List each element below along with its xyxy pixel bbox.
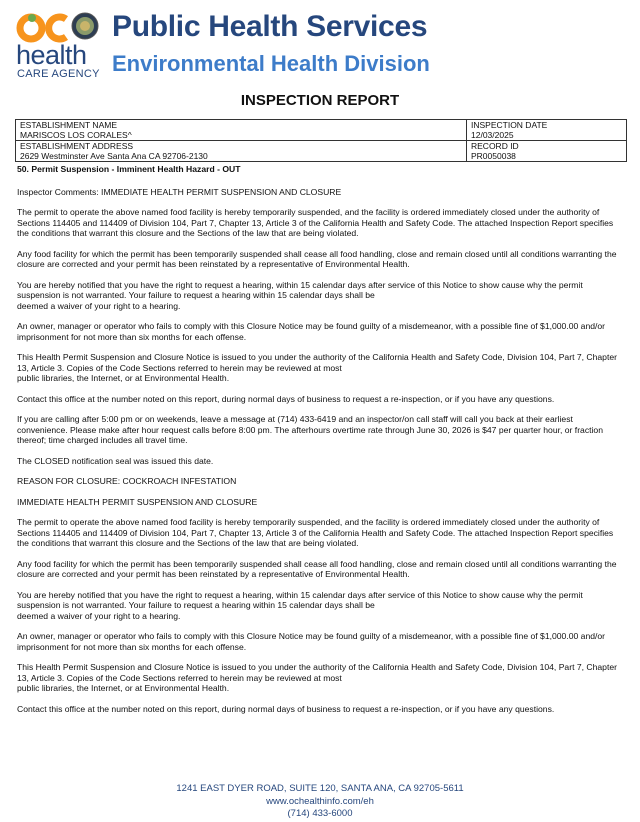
footer-website: www.ochealthinfo.com/eh <box>266 795 374 807</box>
body-paragraph: An owner, manager or operator who fails to comply with this Closure Notice may be found guilty of a misdemeanor, with a possible fine of $1,000.00 and/or imprisonment for not more than six months for each offense. <box>17 631 606 652</box>
body-paragraph: Any food facility for which the permit has been temporarily suspended shall cease all food handling, close and remain closed until all conditions warranting the closure are corrected and your permit has been reinstated by a representative of Environmental Health. <box>17 558 617 579</box>
body-paragraph: You are hereby notified that you have the right to request a hearing, within 15 calendar days after service of this Notice to show cause why the permit suspension is not warranted. Your failure to request a hearing within 15 calendar days shall be deemed a waiver of your right to a hearing. <box>17 589 583 621</box>
establishment-name-label: ESTABLISHMENT NAME <box>20 120 117 130</box>
body-paragraph: The permit to operate the above named food facility is hereby temporarily suspended, and the facility is ordered immediately closed under the authority of Sections 114405 and 114409 of Division 104, Part 7, Chapter 13, Article 3 of the California Health and Safety Code. The attached Inspection Report specifies the conditions that warrant this closure and the Sections of the law that are being violated. <box>17 517 614 548</box>
record-id-label: RECORD ID <box>471 141 519 151</box>
violation-heading: 50. Permit Suspension - Imminent Health Hazard - OUT <box>17 164 241 174</box>
establishment-address-value: 2629 Westminster Ave Santa Ana CA 92706-2130 <box>20 151 208 161</box>
page-footer <box>0 783 640 821</box>
logo-agency-text: CARE AGENCY <box>17 68 100 80</box>
report-title: INSPECTION REPORT <box>240 92 400 109</box>
body-paragraph: The permit to operate the above named food facility is hereby temporarily suspended, and the facility is ordered immediately closed under the authority of Sections 114405 and 114409 of Division 104, Part 7, Chapter 13, Article 3 of the California Health and Safety Code. The attached Inspection Report specifies the conditions that warrant this closure and the Sections of the law that are being violated. <box>17 207 614 238</box>
establishment-address-cell <box>16 141 467 162</box>
page-header <box>0 0 640 86</box>
report-body <box>17 164 621 724</box>
body-paragraph: You are hereby notified that you have the right to request a hearing, within 15 calendar days after service of this Notice to show cause why the permit suspension is not warranted. Your failure to request a hearing within 15 calendar days shall be deemed a waiver of your right to a hearing. <box>17 279 583 311</box>
footer-phone: (714) 433-6000 <box>287 808 353 819</box>
body-paragraph: This Health Permit Suspension and Closure Notice is issued to you under the authority of the California Health and Safety Code, Division 104, Part 7, Chapter 13, Article 3. Copies of the Code Sections referred to herein may be reviewed at most public libraries, the Internet, or at Environmental Health. <box>17 662 617 693</box>
inspection-date-cell <box>467 120 627 141</box>
body-paragraph: Contact this office at the number noted on this report, during normal days of business to request a re-inspection, or if you have any questions. <box>17 393 555 404</box>
body-paragraph: Inspector Comments: IMMEDIATE HEALTH PERMIT SUSPENSION AND CLOSURE <box>17 186 342 197</box>
body-paragraph: Any food facility for which the permit has been temporarily suspended shall cease all food handling, close and remain closed until all conditions warranting the closure are corrected and your permit has been reinstated by a representative of Environmental Health. <box>17 248 617 269</box>
establishment-name-cell <box>16 120 467 141</box>
record-id-cell <box>467 141 627 162</box>
establishment-name-value: MARISCOS LOS CORALES^ <box>20 130 132 140</box>
body-paragraph: Contact this office at the number noted on this report, during normal days of business to request a re-inspection, or if you have any questions. <box>17 703 555 714</box>
county-seal-icon <box>71 12 99 40</box>
body-paragraph: IMMEDIATE HEALTH PERMIT SUSPENSION AND CLOSURE <box>17 496 258 507</box>
establishment-info-table <box>15 119 627 162</box>
page-subtitle: Environmental Health Division <box>112 51 430 76</box>
oc-health-care-agency-logo <box>16 10 104 80</box>
footer-address: 1241 EAST DYER ROAD, SUITE 120, SANTA ANA, CA 92705-5611 <box>176 783 464 794</box>
body-paragraph: An owner, manager or operator who fails to comply with this Closure Notice may be found guilty of a misdemeanor, with a possible fine of $1,000.00 and/or imprisonment for not more than six months for each offense. <box>17 321 606 342</box>
body-paragraph: This Health Permit Suspension and Closure Notice is issued to you under the authority of the California Health and Safety Code, Division 104, Part 7, Chapter 13, Article 3. Copies of the Code Sections referred to herein may be reviewed at most public libraries, the Internet, or at Environmental Health. <box>17 352 617 383</box>
page-title: Public Health Services <box>112 10 428 43</box>
logo-health-text: health <box>16 40 87 70</box>
body-paragraph: The CLOSED notification seal was issued this date. <box>17 455 214 466</box>
inspection-date-label: INSPECTION DATE <box>471 120 548 130</box>
inspection-date-value: 12/03/2025 <box>471 130 514 140</box>
record-id-value: PR0050038 <box>471 151 516 161</box>
establishment-address-label: ESTABLISHMENT ADDRESS <box>20 141 134 151</box>
body-paragraph: If you are calling after 5:00 pm or on weekends, leave a message at (714) 433-6419 and an inspector/on call staff will call you back at their earliest convenience. Please make after hour request calls before 8:00 pm. The afterhours overtime rate through June 30, 2026 is $47 per quarter hour, or fraction thereof; time charged includes all travel time. <box>17 414 603 445</box>
body-paragraph: REASON FOR CLOSURE: COCKROACH INFESTATION <box>17 476 237 486</box>
